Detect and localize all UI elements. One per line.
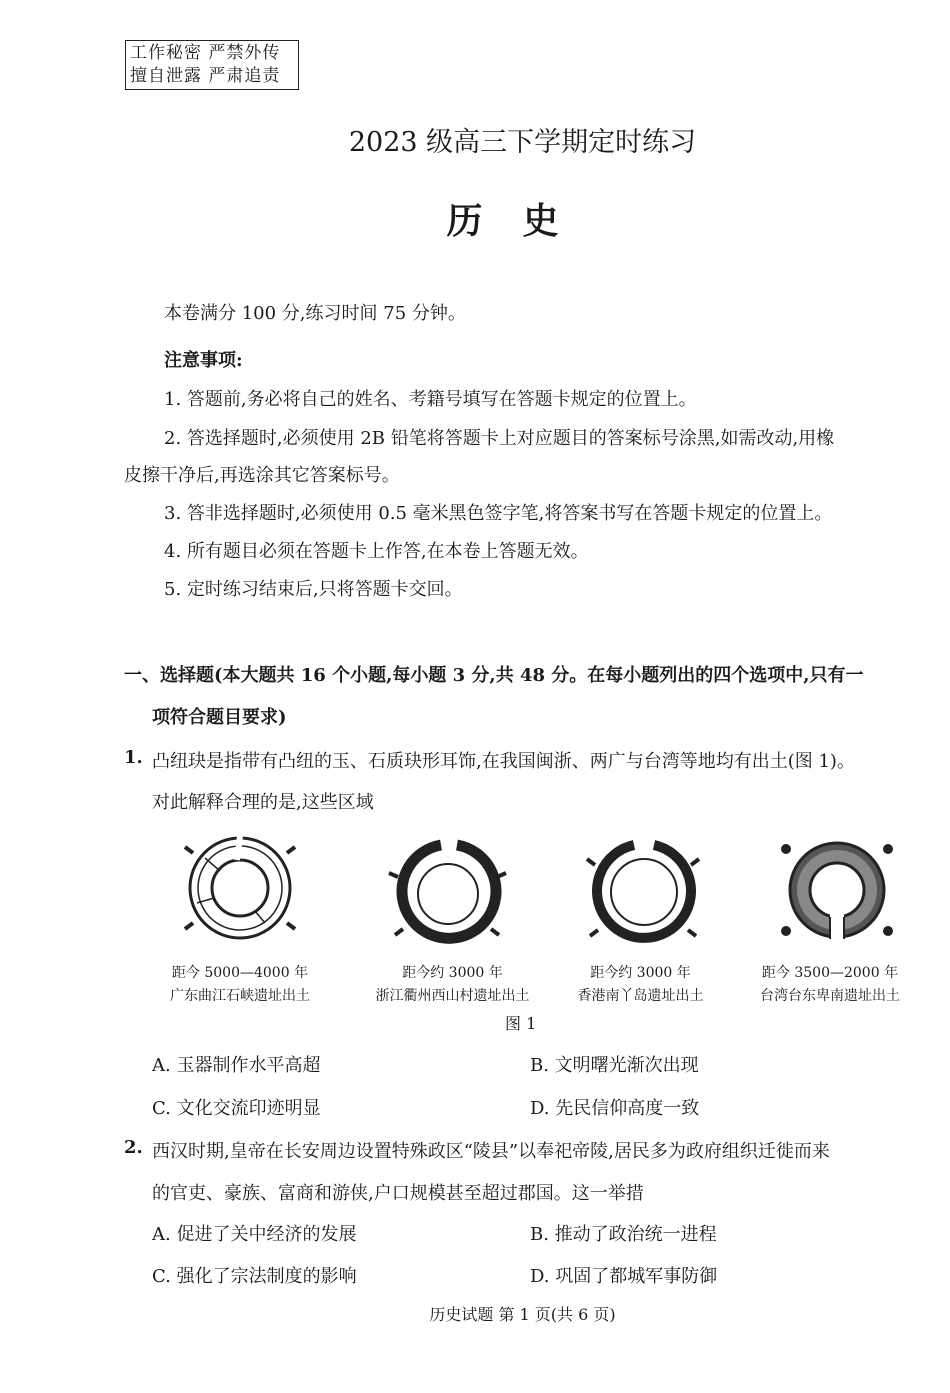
question-1-option-d[interactable]: D. 先民信仰高度一致 xyxy=(530,1098,700,1119)
question-1-text: 凸纽玦是指带有凸纽的玉、石质玦形耳饰,在我国闽浙、两广与台湾等地均有出土(图 1)。 xyxy=(152,751,855,772)
question-2-option-c[interactable]: C. 强化了宗法制度的影响 xyxy=(152,1266,357,1287)
figure-caption-2 xyxy=(360,962,545,1008)
caption-date: 距今约 3000 年 xyxy=(590,965,691,981)
note-item: 3. 答非选择题时,必须使用 0.5 毫米黑色签字笔,将答案书写在答题卡规定的位置上。 xyxy=(164,503,833,524)
question-1-option-a[interactable]: A. 玉器制作水平高超 xyxy=(152,1055,321,1076)
note-item: 皮擦干净后,再选涂其它答案标号。 xyxy=(124,465,400,486)
note-item: 5. 定时练习结束后,只将答题卡交回。 xyxy=(164,579,463,600)
figure-caption-1 xyxy=(160,962,320,1008)
jade-earring-figure-4 xyxy=(772,835,902,945)
caption-date: 距今 5000—4000 年 xyxy=(171,965,309,981)
question-1-option-b[interactable]: B. 文明曙光渐次出现 xyxy=(530,1055,699,1076)
question-2-option-a[interactable]: A. 促进了关中经济的发展 xyxy=(152,1224,357,1245)
caption-site: 台湾台东卑南遗址出土 xyxy=(760,988,900,1004)
figure-label: 图 1 xyxy=(505,1014,537,1033)
page-footer: 历史试题 第 1 页(共 6 页) xyxy=(429,1305,616,1324)
question-number: 1. xyxy=(124,747,143,768)
question-2-option-d[interactable]: D. 巩固了都城军事防御 xyxy=(530,1266,718,1287)
note-item: 1. 答题前,务必将自己的姓名、考籍号填写在答题卡规定的位置上。 xyxy=(164,389,697,410)
note-item: 4. 所有题目必须在答题卡上作答,在本卷上答题无效。 xyxy=(164,541,589,562)
caption-site: 浙江衢州西山村遗址出土 xyxy=(375,988,530,1004)
caption-date: 距今 3500—2000 年 xyxy=(761,965,899,981)
jade-earring-figure-3 xyxy=(578,835,708,945)
figure-caption-4 xyxy=(745,962,915,1008)
subject-title: 历史 xyxy=(446,200,599,242)
intro-text: 本卷满分 100 分,练习时间 75 分钟。 xyxy=(164,303,466,324)
notes-heading: 注意事项: xyxy=(164,350,243,371)
note-item: 2. 答选择题时,必须使用 2B 铅笔将答题卡上对应题目的答案标号涂黑,如需改动,用橡 xyxy=(164,428,835,449)
stamp-line-1: 工作秘密 严禁外传 xyxy=(130,43,281,63)
jade-earring-figure-2 xyxy=(383,837,513,947)
section-heading-cont: 项符合题目要求) xyxy=(152,707,287,728)
figure-caption-3 xyxy=(563,962,718,1008)
confidential-stamp xyxy=(125,40,299,90)
question-2-text: 西汉时期,皇帝在长安周边设置特殊政区“陵县”以奉祀帝陵,居民多为政府组织迁徙而来 xyxy=(152,1141,830,1162)
question-2-option-b[interactable]: B. 推动了政治统一进程 xyxy=(530,1224,717,1245)
question-1-option-c[interactable]: C. 文化交流印迹明显 xyxy=(152,1098,321,1119)
question-number: 2. xyxy=(124,1137,143,1158)
stamp-line-2: 擅自泄露 严肃追责 xyxy=(130,66,281,86)
question-1-text-cont: 对此解释合理的是,这些区域 xyxy=(152,792,374,813)
question-2-text-cont: 的官吏、豪族、富商和游侠,户口规模甚至超过郡国。这一举措 xyxy=(152,1183,644,1204)
caption-date: 距今约 3000 年 xyxy=(402,965,503,981)
section-heading: 一、选择题(本大题共 16 个小题,每小题 3 分,共 48 分。在每小题列出的四个选项中,只有一 xyxy=(124,665,864,686)
caption-site: 香港南丫岛遗址出土 xyxy=(577,988,704,1004)
exam-title: 2023 级高三下学期定时练习 xyxy=(348,127,697,158)
jade-earring-figure-1 xyxy=(175,833,305,943)
caption-site: 广东曲江石峡遗址出土 xyxy=(170,988,310,1004)
